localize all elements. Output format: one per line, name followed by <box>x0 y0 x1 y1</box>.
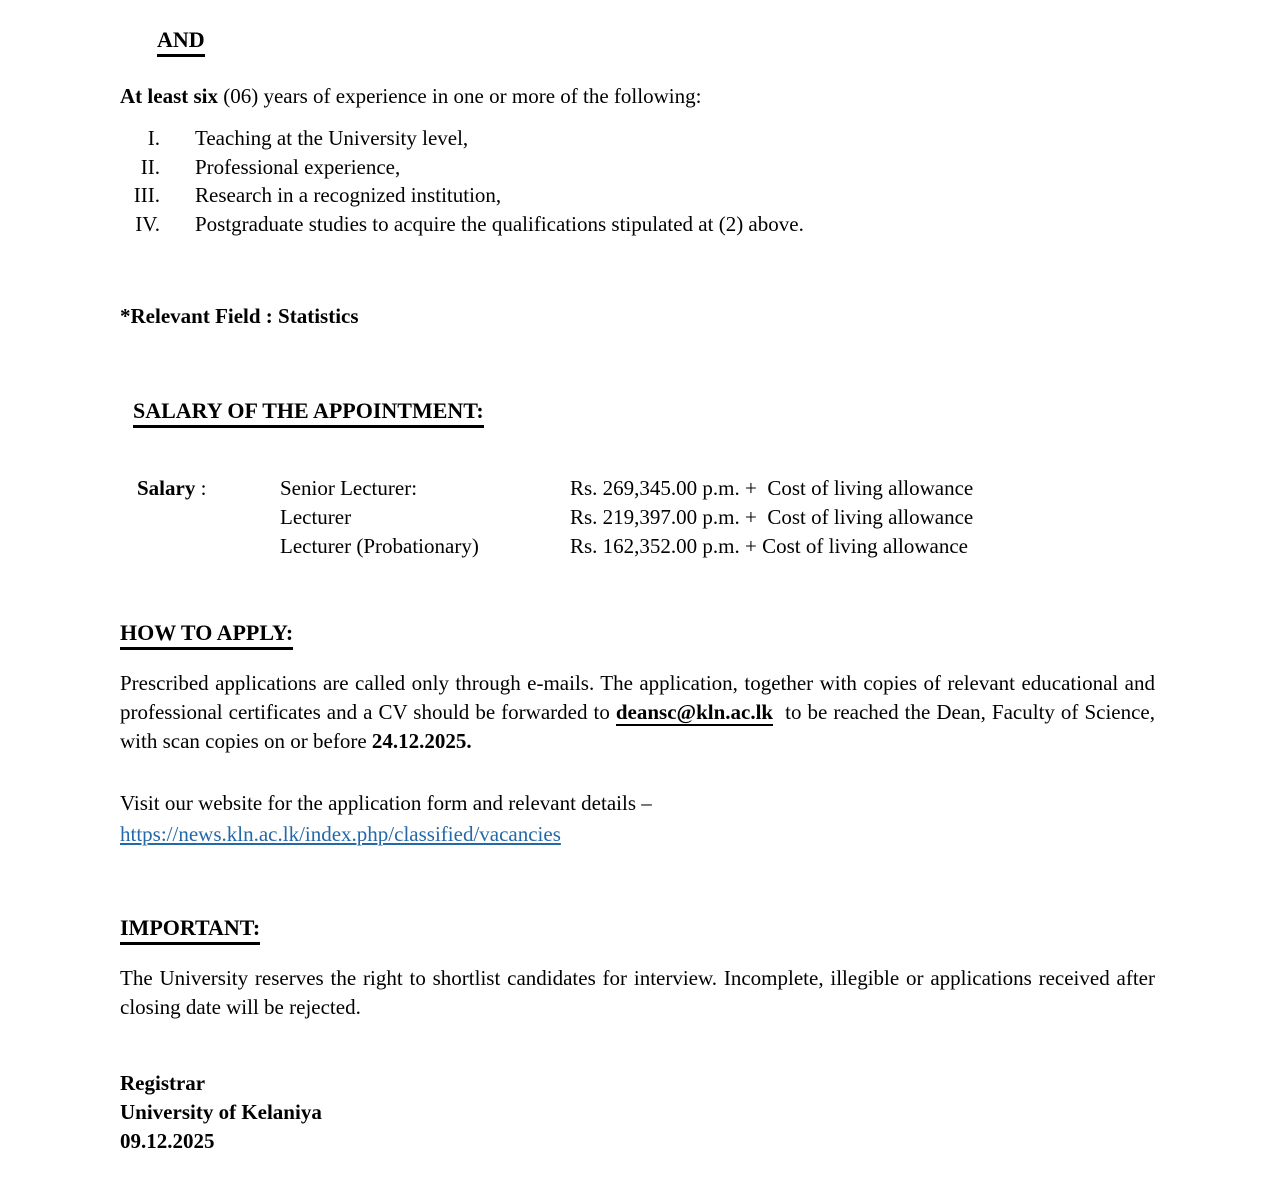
salary-label-bold: Salary <box>137 476 196 500</box>
email-link[interactable]: deansc@kln.ac.lk <box>615 700 774 724</box>
salary-row <box>137 532 1155 561</box>
salary-label <box>137 474 280 503</box>
experience-intro-bold: At least six <box>120 84 218 108</box>
important-heading-text: IMPORTANT: <box>120 914 260 945</box>
and-heading-text: AND <box>157 26 205 57</box>
position-cell: Lecturer (Probationary) <box>280 534 479 558</box>
signature-org: University of Kelaniya <box>120 1100 322 1124</box>
position-cell: Senior Lecturer: <box>280 476 418 500</box>
salary-table <box>137 474 1155 561</box>
experience-list <box>120 124 1155 238</box>
salary-label-colon: : <box>195 476 207 500</box>
salary-heading <box>133 397 1155 428</box>
list-item-numeral: III. <box>133 183 160 207</box>
amount-cell: Rs. 219,397.00 p.m. + Cost of living allowance <box>570 505 974 529</box>
salary-label-empty <box>137 532 280 561</box>
salary-label-empty <box>137 503 280 532</box>
instructions-before-email: Prescribed applications are called only through e-mails. The application, together with copies of relevant educational and professional certificates and a CV should be forwarded to <box>120 671 1161 724</box>
signature-block <box>120 1069 1155 1156</box>
signature-name: Registrar <box>120 1071 206 1095</box>
how-to-apply-heading-text: HOW TO APPLY: <box>120 619 293 650</box>
relevant-field-note: *Relevant Field : Statistics <box>120 304 359 328</box>
amount-cell: Rs. 269,345.00 p.m. + Cost of living allowance <box>570 476 974 500</box>
website-link[interactable]: https://news.kln.ac.lk/index.php/classified/vacancies <box>120 822 561 846</box>
experience-intro-rest: (06) years of experience in one or more of the following: <box>218 84 702 108</box>
and-heading <box>157 26 1155 57</box>
important-heading <box>120 914 1155 945</box>
website-block <box>120 788 1155 850</box>
list-item-numeral: II. <box>140 154 160 179</box>
how-to-apply-heading <box>120 619 1155 650</box>
important-note: The University reserves the right to shortlist candidates for interview. Incomplete, illegible or applications received after closing date will be rejected. <box>120 966 1155 1019</box>
salary-row <box>137 474 1155 503</box>
website-prompt: Visit our website for the application form and relevant details – <box>120 791 652 815</box>
salary-row <box>137 503 1155 532</box>
list-item-text: Professional experience, <box>195 154 401 179</box>
application-instructions <box>120 669 1161 756</box>
instructions-after-email: to be reached the Dean, Faculty of Science, with scan copies on or before <box>120 700 1161 753</box>
deadline-date: 24.12.2025. <box>371 729 472 753</box>
signature-date: 09.12.2025 <box>120 1129 215 1153</box>
position-cell: Lecturer <box>280 505 352 529</box>
experience-intro <box>120 82 1155 111</box>
list-item-numeral: I. <box>147 126 160 150</box>
list-item-text: Teaching at the University level, <box>195 126 469 150</box>
amount-cell: Rs. 162,352.00 p.m. + Cost of living allowance <box>570 534 968 558</box>
list-item-text: Postgraduate studies to acquire the qualifications stipulated at (2) above. <box>195 211 804 236</box>
list-item-numeral: IV. <box>135 211 160 236</box>
list-item-text: Research in a recognized institution, <box>195 183 502 207</box>
salary-heading-text: SALARY OF THE APPOINTMENT: <box>133 397 484 428</box>
